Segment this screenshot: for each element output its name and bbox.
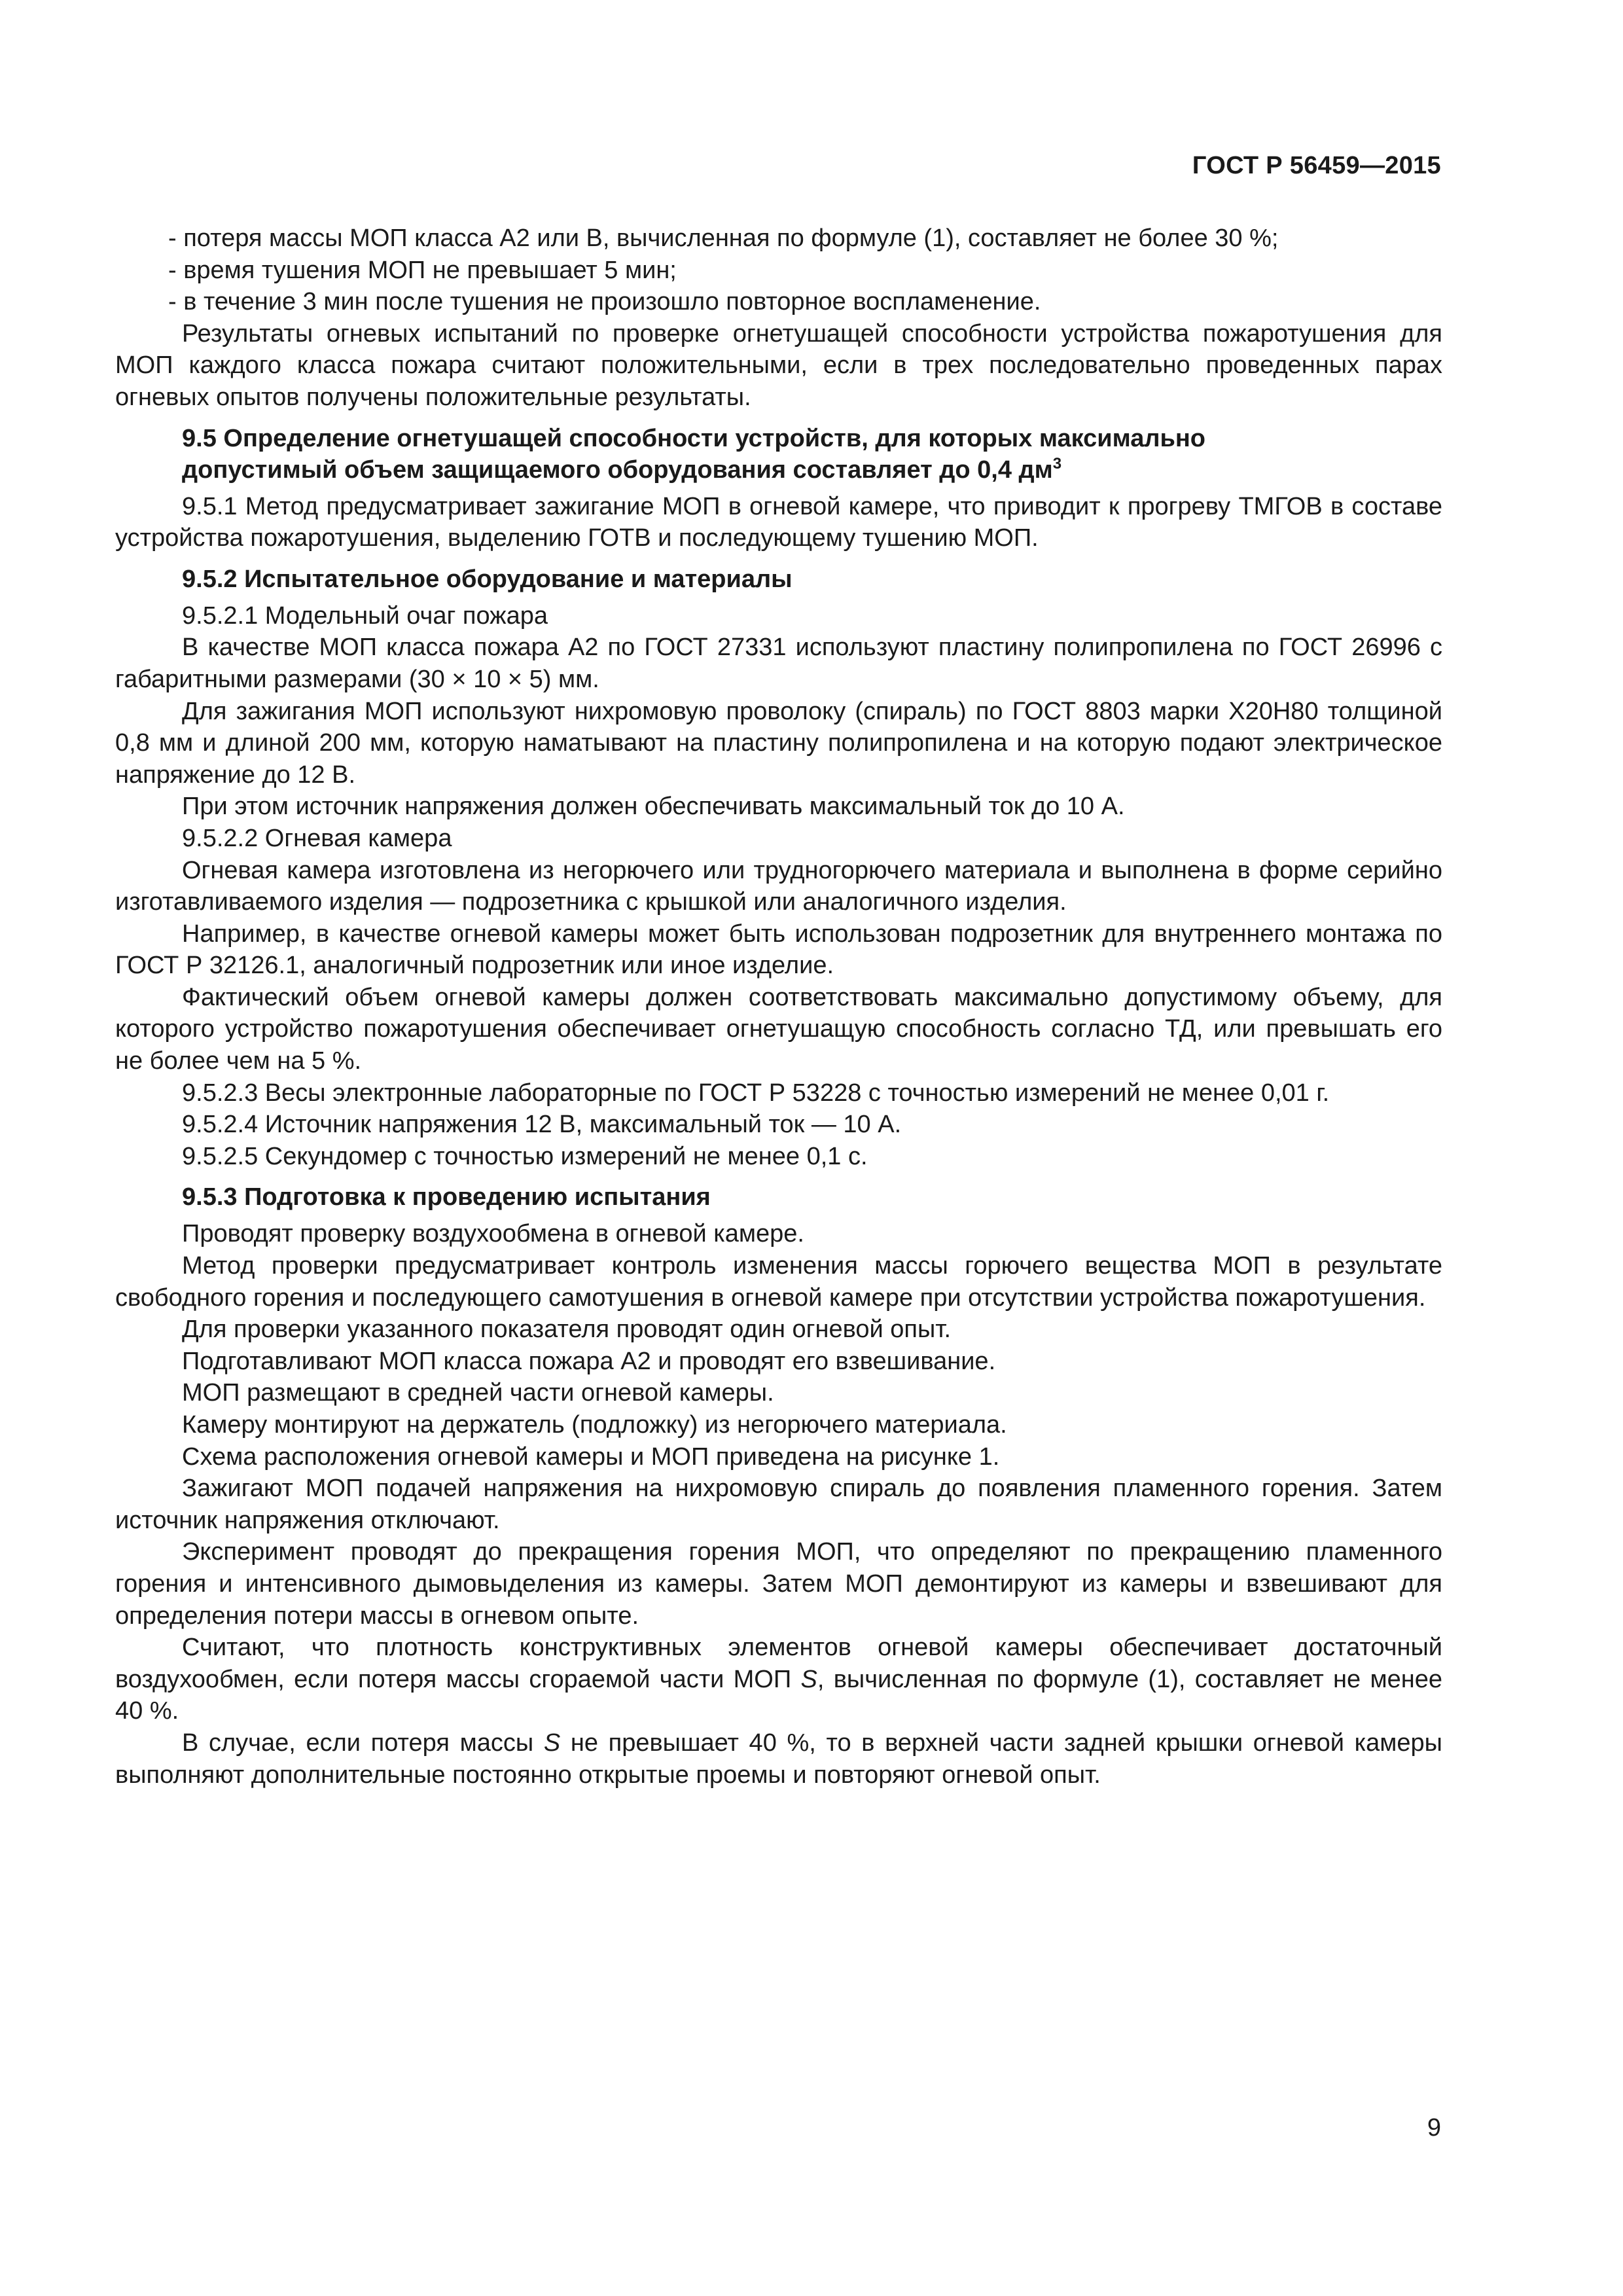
paragraph-voltage-source: При этом источник напряжения должен обеспечивать максимальный ток до 10 А. xyxy=(182,793,1125,821)
paragraph-method: Метод проверки предусматривает контроль изменения массы горючего вещества МОП в результате свободного горения и последующего самотушения в огневой камере при отсутствии устройства пожаротушения. xyxy=(115,1252,1442,1312)
paragraph-chamber: Огневая камера изготовлена из негорючего или трудногорючего материала и выполнена в форме серийно изготавливаемого изделия — подрозетника с крышкой или аналогичного изделия. xyxy=(115,856,1442,916)
paragraph-mount: Камеру монтируют на держатель (подложку) из негорючего материала. xyxy=(182,1411,1007,1439)
paragraph-ignite: Зажигают МОП подачей напряжения на нихромовую спираль до появления пламенного горения. Затем источник напряжения отключают. xyxy=(115,1475,1442,1534)
section-heading-9-5 xyxy=(115,423,1442,486)
section-heading-9-5-line2-text: допустимый объем защищаемого оборудования составляет до 0,4 дм xyxy=(182,456,1053,484)
page-number: 9 xyxy=(1427,2114,1441,2142)
section-heading-9-5-3: 9.5.3 Подготовка к проведению испытания xyxy=(182,1183,711,1211)
paragraph-volume: Фактический объем огневой камеры должен соответствовать максимально допустимому объему, для которого устройство пожаротушения обеспечивает огнетушащую способность согласно ТД, или превышать его не более чем на 5 %. xyxy=(115,983,1442,1075)
paragraph-air-check: Проводят проверку воздухообмена в огневой камере. xyxy=(182,1220,804,1248)
paragraph-9-5-2-4: 9.5.2.4 Источник напряжения 12 В, максимальный ток — 10 А. xyxy=(182,1111,902,1139)
paragraph-density xyxy=(115,1632,1442,1727)
unit-exponent: 3 xyxy=(1052,454,1062,473)
paragraph-9-5-2-5: 9.5.2.5 Секундомер с точностью измерений не менее 0,1 с. xyxy=(182,1142,868,1170)
section-heading-9-5-line1: 9.5 Определение огнетушащей способности устройств, для которых максимально xyxy=(182,424,1205,452)
variable-s: S xyxy=(543,1729,561,1757)
paragraph-case-text: В случае, если потеря массы xyxy=(182,1729,544,1757)
paragraph-9-5-2-1: 9.5.2.1 Модельный очаг пожара xyxy=(182,601,548,630)
document-code-header: ГОСТ Р 56459—2015 xyxy=(1192,152,1441,179)
paragraph-one-test: Для проверки указанного показателя проводят один огневой опыт. xyxy=(182,1316,952,1344)
paragraph-prepare: Подготавливают МОП класса пожара А2 и проводят его взвешивание. xyxy=(182,1347,996,1375)
paragraph-density-text-end: , вычисленная по формуле (1), составляет не менее 40 %. xyxy=(115,1665,1442,1725)
paragraph-case xyxy=(115,1727,1442,1791)
paragraph-case-text-end: не превышает 40 %, то в верхней части задней крышки огневой камеры выполняют дополнительные постоянно открытые проемы и повторяют огневой опыт. xyxy=(115,1729,1442,1789)
paragraph-9-5-2-2: 9.5.2.2 Огневая камера xyxy=(182,824,452,852)
list-item: - в течение 3 мин после тушения не произошло повторное воспламенение. xyxy=(168,288,1041,316)
paragraph-9-5-2-3: 9.5.2.3 Весы электронные лабораторные по ГОСТ Р 53228 с точностью измерений не менее 0,01 г. xyxy=(182,1079,1330,1107)
paragraph-density-text: Считают, что плотность конструктивных элементов огневой камеры обеспечивает достаточный воздухообмен, если потеря массы сгораемой части МОП xyxy=(115,1634,1442,1693)
paragraph-example: Например, в качестве огневой камеры может быть использован подрозетник для внутреннего монтажа по ГОСТ Р 32126.1, аналогичный подрозетник или иное изделие. xyxy=(115,920,1442,980)
section-heading-9-5-2: 9.5.2 Испытательное оборудование и материалы xyxy=(182,565,793,593)
variable-s: S xyxy=(800,1665,817,1693)
list-item: - время тушения МОП не превышает 5 мин; xyxy=(168,256,677,284)
paragraph-results: Результаты огневых испытаний по проверке огнетушащей способности устройства пожаротушения для МОП каждого класса пожара считают положительными, если в трех последовательно проведенных парах огневых опытов получены положительные результаты. xyxy=(115,319,1442,411)
paragraph-mop-a2: В качестве МОП класса пожара А2 по ГОСТ 27331 используют пластину полипропилена по ГОСТ 26996 с габаритными размерами (30 × 10 × 5) мм. xyxy=(115,634,1442,693)
paragraph-9-5-1: 9.5.1 Метод предусматривает зажигание МОП в огневой камере, что приводит к прогреву ТМГОВ в составе устройства пожаротушения, выделению ГОТВ и последующему тушению МОП. xyxy=(115,492,1442,552)
page-body xyxy=(115,223,1442,1791)
paragraph-experiment: Эксперимент проводят до прекращения горения МОП, что определяют по прекращению пламенного горения и интенсивного дымовыделения из камеры. Затем МОП демонтируют из камеры и взвешивают для определения потери массы в огневом опыте. xyxy=(115,1538,1442,1630)
paragraph-ignition: Для зажигания МОП используют нихромовую проволоку (спираль) по ГОСТ 8803 марки Х20Н80 толщиной 0,8 мм и длиной 200 мм, которую наматывают на пластину полипропилена и на которую подают электрическое напряжение до 12 В. xyxy=(115,697,1442,789)
paragraph-place: МОП размещают в средней части огневой камеры. xyxy=(182,1379,774,1407)
paragraph-scheme: Схема расположения огневой камеры и МОП приведена на рисунке 1. xyxy=(182,1443,1000,1471)
list-item: - потеря массы МОП класса А2 или В, вычисленная по формуле (1), составляет не более 30 %; xyxy=(168,224,1279,252)
section-heading-9-5-line2 xyxy=(182,454,1442,486)
